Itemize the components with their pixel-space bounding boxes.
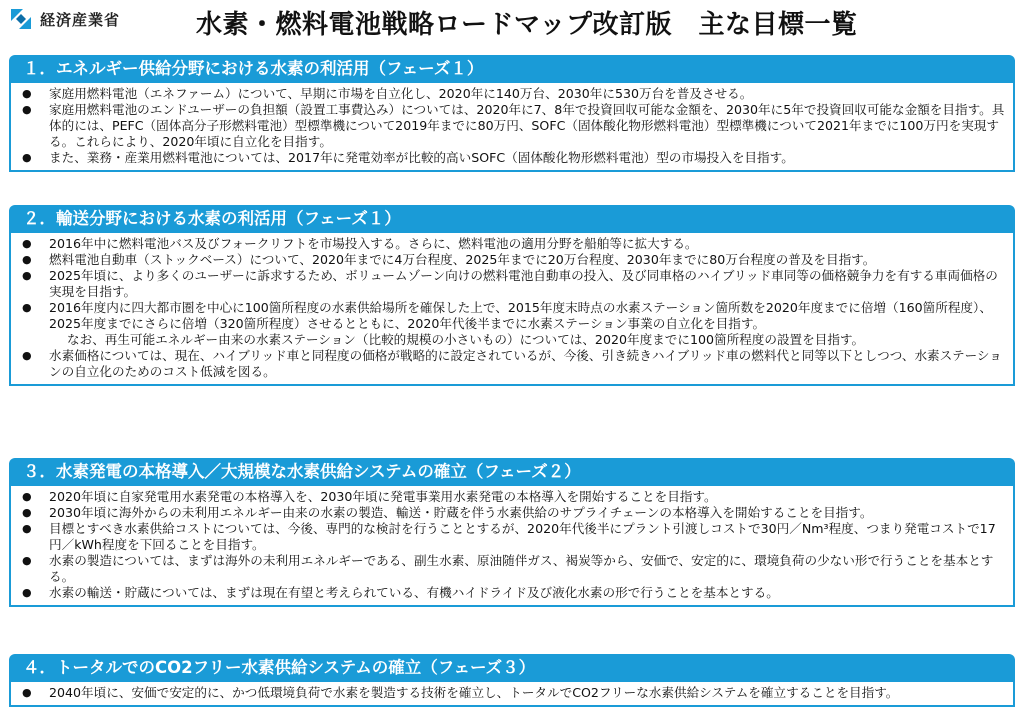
- list-item: ● 水素価格については、現在、ハイブリッド車と同程度の価格が戦略的に設定されているが、今後、引き続きハイブリッド車の燃料代と同等以下としつつ、水素ステーションの自立化のためのコスト低減を図る。: [19, 348, 1005, 380]
- list-note: なお、再生可能エネルギー由来の水素ステーション（比較的規模の小さいもの）については、2020年度までに100箇所程度の設置を目指す。: [67, 332, 865, 347]
- ministry-name: 経済産業省: [40, 10, 121, 29]
- list-item: ● 2040年頃に、安価で安定的に、かつ低環境負荷で水素を製造する技術を確立し、トータルでCO2フリーな水素供給システムを確立することを目指す。: [19, 685, 1005, 701]
- ministry-logo: [8, 6, 120, 32]
- section-heading: ３．水素発電の本格導入／大規模な水素供給システムの確立（フェーズ２）: [9, 458, 1015, 486]
- list-item: ● 燃料電池自動車（ストックベース）について、2020年までに4万台程度、2025年までに20万台程度、2030年までに80万台程度の普及を目指す。: [19, 252, 1005, 268]
- list-item: ● また、業務・産業用燃料電池については、2017年に発電効率が比較的高いSOFC（固体酸化物形燃料電池）型の市場投入を目指す。: [19, 150, 1005, 166]
- section-co2-free: [9, 654, 1015, 707]
- list-item: ● 家庭用燃料電池のエンドユーザーの負担額（設置工事費込み）については、2020年に7、8年で投資回収可能な金額を、2030年に5年で投資回収可能な金額を目指す。具体的には、PEFC（固体高分子形燃料電池）型標準機について2019年までに80万円、SOFC（固体酸化物形燃料電池）型標準機について2021年までに100万円を実現する。これらにより、2020年頃に自立化を目指す。: [19, 102, 1005, 150]
- list-item: ● 水素の製造については、まずは海外の未利用エネルギーである、副生水素、原油随伴ガス、褐炭等から、安価で、安定的に、環境負荷の少ない形で行うことを基本とする。: [19, 553, 1005, 585]
- list-item: ● 2016年度内に四大都市圏を中心に100箇所程度の水素供給場所を確保した上で、2015年度末時点の水素ステーション箇所数を2020年度までに倍増（160箇所程度）、2025年度までにさらに倍増（320箇所程度）させるとともに、2020年代後半までに水素ステーション事業の自立化を目指す。: [19, 300, 1005, 332]
- list-item: ● 2030年頃に海外からの未利用エネルギー由来の水素の製造、輸送・貯蔵を伴う水素供給のサプライチェーンの本格導入を開始することを目指す。: [19, 505, 1005, 521]
- list-item: ● 2020年頃に自家発電用水素発電の本格導入を、2030年頃に発電事業用水素発電の本格導入を開始することを目指す。: [19, 489, 1005, 505]
- section-energy-supply: [9, 55, 1015, 172]
- list-item: ● 家庭用燃料電池（エネファーム）について、早期に市場を自立化し、2020年に140万台、2030年に530万台を普及させる。: [19, 86, 1005, 102]
- list-item: ● 2016年中に燃料電池バス及びフォークリフトを市場投入する。さらに、燃料電池の適用分野を船舶等に拡大する。: [19, 236, 1005, 252]
- section-heading: １．エネルギー供給分野における水素の利活用（フェーズ１）: [9, 55, 1015, 83]
- section-heading: ４．トータルでのCO2フリー水素供給システムの確立（フェーズ３）: [9, 654, 1015, 682]
- list-item: ● 水素の輸送・貯蔵については、まずは現在有望と考えられている、有機ハイドライド及び液化水素の形で行うことを基本とする。: [19, 585, 1005, 601]
- page-title: 水素・燃料電池戦略ロードマップ改訂版 主な目標一覧: [196, 10, 858, 40]
- list-item: ● 2025年頃に、より多くのユーザーに訴求するため、ボリュームゾーン向けの燃料電池自動車の投入、及び同車格のハイブリッド車同等の価格競争力を有する車両価格の実現を目指す。: [19, 268, 1005, 300]
- list-item: ● 目標とすべき水素供給コストについては、今後、専門的な検討を行うこととするが、2020年代後半にプラント引渡しコストで30円／Nm³程度、つまり発電コストで17円／kWh程度を下回ることを目指す。: [19, 521, 1005, 553]
- section-hydrogen-power: [9, 458, 1015, 607]
- section-transport: [9, 205, 1015, 386]
- section-heading: ２．輸送分野における水素の利活用（フェーズ１）: [9, 205, 1015, 233]
- meti-logo-icon: [8, 6, 34, 32]
